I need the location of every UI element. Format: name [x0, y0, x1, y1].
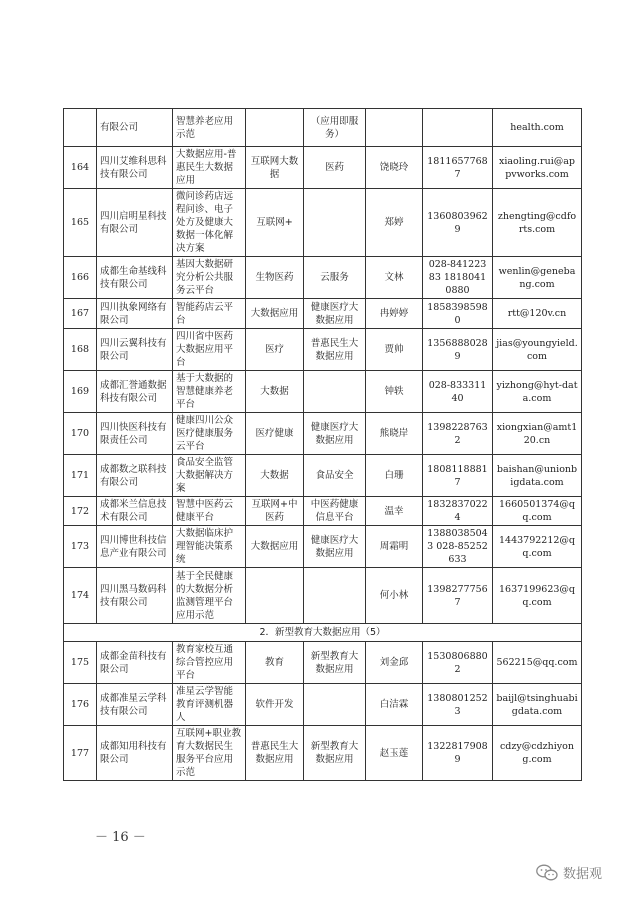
- cell-company: 成都金苗科技有限公司: [97, 642, 173, 684]
- cell-email: 1637199623@qq.com: [493, 568, 582, 624]
- cell-phone: [423, 109, 493, 147]
- cell-email: cdzy@cdzhiyong.com: [493, 726, 582, 781]
- cell-no: 165: [64, 189, 97, 257]
- cell-field: [246, 109, 304, 147]
- cell-no: 164: [64, 147, 97, 189]
- cell-industry: 普惠民生大数据应用: [304, 329, 366, 371]
- cell-company: 成都汇誉通数据科技有限公司: [97, 371, 173, 413]
- cell-contact: 贾帅: [366, 329, 423, 371]
- cell-field: 教育: [246, 642, 304, 684]
- table-row: [64, 299, 582, 329]
- cell-industry: 新型教育大数据应用: [304, 726, 366, 781]
- cell-no: 166: [64, 257, 97, 299]
- cell-company: 成都准星云学科技有限公司: [97, 684, 173, 726]
- cell-phone: 15308068802: [423, 642, 493, 684]
- cell-company: 成都生命基线科技有限公司: [97, 257, 173, 299]
- cell-no: 168: [64, 329, 97, 371]
- cell-email: baijl@tsinghuabigdata.com: [493, 684, 582, 726]
- table-row: [64, 526, 582, 568]
- cell-contact: 饶晓玲: [366, 147, 423, 189]
- cell-phone: 13568880289: [423, 329, 493, 371]
- cell-industry: [304, 568, 366, 624]
- cell-email: health.com: [493, 109, 582, 147]
- cell-no: [64, 109, 97, 147]
- cell-industry: [304, 684, 366, 726]
- cell-contact: [366, 109, 423, 147]
- cell-industry: 健康医疗大数据应用: [304, 299, 366, 329]
- watermark-text: 数据观: [563, 867, 603, 882]
- cell-field: 医疗健康: [246, 413, 304, 455]
- cell-phone: 028-83331140: [423, 371, 493, 413]
- section-title: 2．新型教育大数据应用（5）: [64, 624, 582, 642]
- cell-company: 成都数之联科技有限公司: [97, 455, 173, 497]
- cell-field: 大数据应用: [246, 526, 304, 568]
- cell-company: 四川艾维科思科技有限公司: [97, 147, 173, 189]
- cell-project: 互联网+职业教育大数据民生服务平台应用示范: [173, 726, 246, 781]
- table-row: [64, 257, 582, 299]
- cell-company: 四川快医科技有限责任公司: [97, 413, 173, 455]
- cell-phone: 13608039629: [423, 189, 493, 257]
- cell-project: 智慧养老应用示范: [173, 109, 246, 147]
- cell-contact: 赵玉莲: [366, 726, 423, 781]
- cell-no: 169: [64, 371, 97, 413]
- cell-contact: 何小林: [366, 568, 423, 624]
- cell-no: 173: [64, 526, 97, 568]
- enterprise-table: [63, 108, 582, 781]
- cell-contact: 钟轶: [366, 371, 423, 413]
- cell-industry: 食品安全: [304, 455, 366, 497]
- page-number: － 16 －: [95, 830, 146, 845]
- cell-no: 174: [64, 568, 97, 624]
- cell-email: rtt@120v.cn: [493, 299, 582, 329]
- cell-phone: 13982287632: [423, 413, 493, 455]
- cell-company: 四川黑马数码科技有限公司: [97, 568, 173, 624]
- cell-field: 互联网大数据: [246, 147, 304, 189]
- cell-contact: 文林: [366, 257, 423, 299]
- cell-email: 1660501374@qq.com: [493, 497, 582, 526]
- cell-industry: [304, 189, 366, 257]
- cell-company: 成都米兰信息技术有限公司: [97, 497, 173, 526]
- table-row: [64, 147, 582, 189]
- cell-contact: 周霜明: [366, 526, 423, 568]
- cell-phone: 18583985980: [423, 299, 493, 329]
- cell-field: 医疗: [246, 329, 304, 371]
- cell-field: 互联网+中医药: [246, 497, 304, 526]
- cell-no: 175: [64, 642, 97, 684]
- table-row: [64, 109, 582, 147]
- cell-industry: 新型教育大数据应用: [304, 642, 366, 684]
- cell-field: 大数据: [246, 455, 304, 497]
- table-row: [64, 726, 582, 781]
- cell-company: 成都知用科技有限公司: [97, 726, 173, 781]
- cell-email: 1443792212@qq.com: [493, 526, 582, 568]
- cell-project: 大数据临床护理智能决策系统: [173, 526, 246, 568]
- cell-email: jias@youngyield.com: [493, 329, 582, 371]
- cell-project: 基于全民健康的大数据分析监测管理平台应用示范: [173, 568, 246, 624]
- table-row: [64, 413, 582, 455]
- cell-phone: 18328370224: [423, 497, 493, 526]
- cell-industry: （应用即服务）: [304, 109, 366, 147]
- cell-project: 智慧中医药云健康平台: [173, 497, 246, 526]
- cell-contact: 熊晓岸: [366, 413, 423, 455]
- cell-company: 四川执象网络有限公司: [97, 299, 173, 329]
- cell-field: 大数据: [246, 371, 304, 413]
- cell-company: 四川启明星科技有限公司: [97, 189, 173, 257]
- cell-contact: 白珊: [366, 455, 423, 497]
- cell-phone: 028-84122383 18180410880: [423, 257, 493, 299]
- cell-no: 171: [64, 455, 97, 497]
- cell-no: 167: [64, 299, 97, 329]
- cell-industry: 云服务: [304, 257, 366, 299]
- section-header-row: [64, 624, 582, 642]
- cell-project: 教育家校互通综合管控应用平台: [173, 642, 246, 684]
- cell-project: 智能药店云平台: [173, 299, 246, 329]
- cell-no: 170: [64, 413, 97, 455]
- cell-no: 177: [64, 726, 97, 781]
- cell-industry: 中医药健康信息平台: [304, 497, 366, 526]
- table-row: [64, 329, 582, 371]
- cell-phone: 18116577687: [423, 147, 493, 189]
- cell-industry: 健康医疗大数据应用: [304, 526, 366, 568]
- wechat-icon: [536, 864, 558, 882]
- cell-industry: 健康医疗大数据应用: [304, 413, 366, 455]
- cell-project: 食品安全监管大数据解决方案: [173, 455, 246, 497]
- cell-email: 562215@qq.com: [493, 642, 582, 684]
- cell-email: xiaoling.rui@appvworks.com: [493, 147, 582, 189]
- cell-industry: [304, 371, 366, 413]
- cell-project: 微问诊药店远程问诊、电子处方及健康大数据一体化解决方案: [173, 189, 246, 257]
- cell-email: baishan@unionbigdata.com: [493, 455, 582, 497]
- cell-company: 四川博世科技信息产业有限公司: [97, 526, 173, 568]
- cell-contact: 白洁霖: [366, 684, 423, 726]
- cell-field: 普惠民生大数据应用: [246, 726, 304, 781]
- cell-project: 健康四川公众医疗健康服务云平台: [173, 413, 246, 455]
- cell-field: 软件开发: [246, 684, 304, 726]
- cell-field: 大数据应用: [246, 299, 304, 329]
- cell-email: yizhong@hyt-data.com: [493, 371, 582, 413]
- cell-field: 生物医药: [246, 257, 304, 299]
- cell-contact: 郑婷: [366, 189, 423, 257]
- watermark: [536, 863, 602, 882]
- cell-project: 基于大数据的智慧健康养老平台: [173, 371, 246, 413]
- cell-company: 四川云翼科技有限公司: [97, 329, 173, 371]
- table-row: [64, 189, 582, 257]
- cell-no: 176: [64, 684, 97, 726]
- cell-phone: 13808012523: [423, 684, 493, 726]
- cell-phone: 13880385043 028-85252633: [423, 526, 493, 568]
- cell-phone: 13982777567: [423, 568, 493, 624]
- cell-phone: 13228179089: [423, 726, 493, 781]
- cell-contact: 刘金邱: [366, 642, 423, 684]
- cell-project: 基因大数据研究分析公共服务云平台: [173, 257, 246, 299]
- cell-contact: 冉婷婷: [366, 299, 423, 329]
- cell-contact: 温幸: [366, 497, 423, 526]
- cell-field: 互联网+: [246, 189, 304, 257]
- table-row: [64, 684, 582, 726]
- table-row: [64, 642, 582, 684]
- table-row: [64, 455, 582, 497]
- cell-email: wenlin@genebang.com: [493, 257, 582, 299]
- cell-email: xiongxian@amt120.cn: [493, 413, 582, 455]
- cell-no: 172: [64, 497, 97, 526]
- table-row: [64, 497, 582, 526]
- cell-industry: 医药: [304, 147, 366, 189]
- cell-email: zhengting@cdforts.com: [493, 189, 582, 257]
- table-row: [64, 568, 582, 624]
- cell-project: 四川省中医药大数据应用平台: [173, 329, 246, 371]
- cell-phone: 18081188817: [423, 455, 493, 497]
- cell-field: [246, 568, 304, 624]
- cell-project: 大数据应用-普惠民生大数据应用: [173, 147, 246, 189]
- cell-company: 有限公司: [97, 109, 173, 147]
- table-row: [64, 371, 582, 413]
- cell-project: 准星云学智能教育评测机器人: [173, 684, 246, 726]
